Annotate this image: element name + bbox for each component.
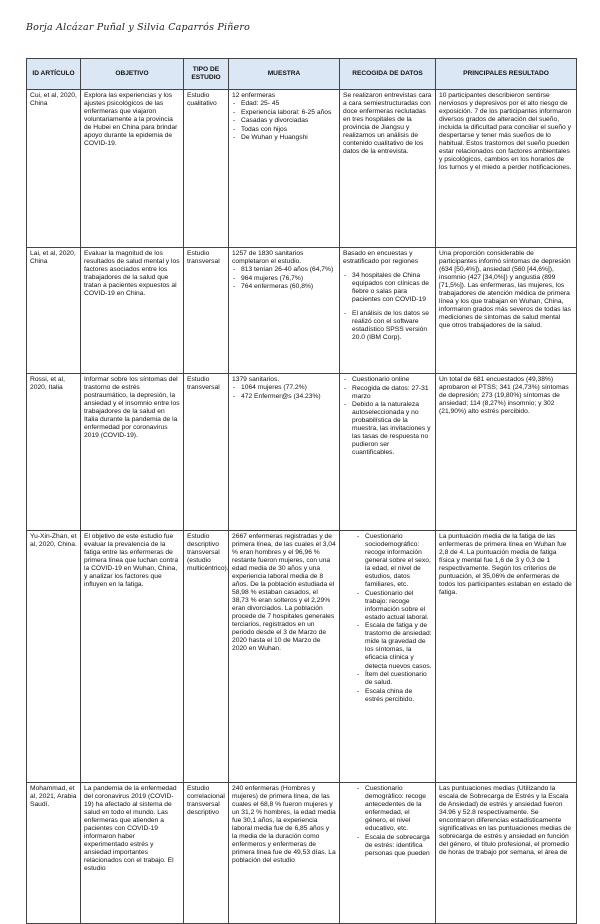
recogida-list (343, 533, 432, 704)
table-row (27, 783, 577, 924)
cell-id: Cui, et al, 2020, China (27, 90, 81, 248)
cell-objetivo (81, 783, 184, 924)
list-item: - Escala de sobrecarga de estrés: identifica personas que pueden (365, 834, 432, 858)
list-item: - Recogida de datos: 27-31 marzo (352, 385, 432, 401)
column-header-resultado: PRINCIPALES RESULTADO (436, 59, 577, 90)
list-item: - Ítem del cuestionario de salud. (365, 671, 432, 687)
cell-resultado: 10 participantes describieron sentirse nerviosos y depresivos por el alto riesgo de exposición. 7 de los participantes informaron diversos grados de alteración del sueño, incluida la dificultad para conciliar el sueño y despertarse y tener más sueños de lo habitual. Estos trastornos del sueño pueden estar relacionados con factores ambientales y psicológicos, cambios en los horarios de los turnos y el miedo a perder notificaciones. (436, 90, 577, 248)
cell-muestra (229, 783, 340, 924)
column-header-id: ID ARTÍCULO (27, 59, 81, 90)
list-item: - El análisis de los datos se realizó con el software estadístico SPSS versión 20.0 (IBM Corp). (352, 310, 432, 342)
cell-id: Mohammad, et al, 2021, Arabia Saudí. (27, 783, 81, 924)
column-header-tipo: TIPO DE ESTUDIO (184, 59, 229, 90)
list-item: - Escala de fatiga y de trastorno de ansiedad: mide la gravedad de los síntomas, la eficacia clínica y detecta nuevos casos. (365, 622, 432, 670)
cell-muestra (229, 248, 340, 374)
table-header-row (27, 59, 577, 90)
list-item: - 472 Enfermer@s (34.23%) (241, 393, 336, 401)
cell-recogida (340, 531, 436, 783)
muestra-intro: 12 enfermeras (232, 92, 276, 99)
muestra-intro: 1379 sanitarios. (232, 376, 280, 383)
list-item: - Casadas y divorciadas (241, 117, 336, 125)
cell-recogida (340, 374, 436, 531)
list-item: - Cuestionario demográfico: recoge antecedentes de la enfermedad, el género, el nivel educativo, etc. (365, 785, 432, 833)
cell-objetivo: El objetivo de este estudio fue evaluar la prevalencia de la fatiga entre las enfermeras de primera línea que luchan contra la COVID-19 en Wuhan, China, y analizar los factores que influyen en la fatiga. (81, 531, 184, 783)
list-item: - 764 enfermeras (60,8%) (241, 283, 336, 291)
cell-text: La pandemia de la enfermedad del coronavirus 2019 (COVID-19) ha afectado al sistema de salud en todo el mundo. Las enfermeras que atienden a pacientes con COVID-19 informaron haber experimentado estrés y ansiedad importantes relacionados con el trabajo. El estudio (84, 785, 177, 873)
list-item: - Cuestionario del trabajo: recoge información sobre el estado actual laboral. (365, 590, 432, 622)
page-header-authors: Borja Alcázar Puñal y Silvia Caparrós Piñero (26, 22, 251, 33)
list-item: - De Wuhan y Huangshi (241, 134, 336, 142)
cell-objetivo: Evaluar la magnitud de los resultados de salud mental y los factores asociados entre los trabajadores de la salud que tratan a pacientes expuestos al COVID-19 en China. (81, 248, 184, 374)
cell-id: Lai, et al, 2020, China (27, 248, 81, 374)
recogida-intro: Basado en encuestas y estratificado por regiones (343, 250, 419, 266)
cell-tipo: Estudio cualitativo (184, 90, 229, 248)
recogida-list (343, 272, 432, 342)
cell-resultado: La puntuación media de la fatiga de las enfermeras de primera línea en Wuhan fue 2,8 de 4. La puntuación media de fatiga física y mental fue 1,6 de 3 y 0,3 de 1 respectivamente. Según los criterios de puntuación, el 35,06% de enfermeras de todos los participantes estaban en estado de fatiga. (436, 531, 577, 783)
cell-id: Rossi, et al, 2020, Italia (27, 374, 81, 531)
table-row (27, 248, 577, 374)
list-item: - Escala china de estrés percibido. (365, 688, 432, 704)
table-row (27, 531, 577, 783)
list-item: - Cuestionario sociodemográfico: recoge información general sobre el sexo, la edad, el nivel de estudios, datos familiares, etc. (365, 533, 432, 589)
cell-resultado: Un total de 681 encuestados (49,38%) aprobaron el PTSS; 341 (24,73%) síntomas de depresión; 273 (19,80%) síntomas de ansiedad; 114 (8,27%) insomnio; y 302 (21,90%) alto estrés percibido. (436, 374, 577, 531)
list-item: - Debido a la naturaleza autoseleccionada y no probabilística de la muestra, las invitaciones y las tasas de respuesta no pudieron ser cuantificables. (352, 401, 432, 457)
muestra-intro: 1257 de 1830 sanitarios completaron el estudio. (232, 250, 304, 266)
cell-id: Yu-Xin-Zhan, et al, 2020, China. (27, 531, 81, 783)
cell-text: Las puntuaciones medias (Utilizando la escala de Sobrecarga de Estrés y la Escala de Ansiedad) de estrés y ansiedad fueron 34.96 y 52.8 respectivamente. Se encontraron diferencias estadísticamente significativas en las puntuaciones medias de sobrecarga de estrés y ansiedad en función del género, el título profesional, el promedio de horas de trabajo por semana, el área de (439, 785, 571, 857)
cell-tipo: Estudio transversal (184, 374, 229, 531)
list-item: - 34 hospitales de China equipados con clínicas de fiebre o salas para pacientes con COVID-19 (352, 272, 432, 304)
cell-list-wrap (343, 785, 432, 858)
muestra-list (232, 384, 336, 401)
cell-objetivo: Informar sobre los síntomas del trastorno de estrés postraumático, la depresión, la ansiedad y el insomnio entre los trabajadores de la salud en Italia durante la pandemia de la enfermedad por coronavirus 2019 (COVID-19). (81, 374, 184, 531)
table-row (27, 90, 577, 248)
list-item: - Todas con hijos (241, 126, 336, 134)
list-item: - Edad: 25- 45 (241, 100, 336, 108)
list-item: - 964 mujeres (76,7%) (241, 275, 336, 283)
cell-resultado: Una proporción considerable de participantes informó síntomas de depresión (634 [50,4%]), ansiedad (560 [44,6%]), insomnio (427 [34,0%]) y angustia (899 [71,5%]). Las enfermeras, las mujeres, los trabajadores de atención médica de primera línea y los que trabajan en Wuhan, China, informaron grados más severos de todas las mediciones de síntomas de salud mental que otros trabajadores de la salud. (436, 248, 577, 374)
cell-resultado (436, 783, 577, 924)
list-item: - 1064 mujeres (77.2%) (241, 384, 336, 392)
cell-recogida (340, 248, 436, 374)
cell-tipo: Estudio transversal (184, 248, 229, 374)
list-item: - Experiencia laboral: 6-25 años (241, 109, 336, 117)
recogida-list (343, 785, 432, 858)
column-header-objetivo: OBJETIVO (81, 59, 184, 90)
cell-tipo: Estudio correlacional transversal descriptivo (184, 783, 229, 924)
column-header-muestra: MUESTRA (229, 59, 340, 90)
list-item: - 813 tenían 26-40 años (64,7%) (241, 266, 336, 274)
recogida-list (343, 376, 432, 457)
cell-muestra: 2667 enfermeras registradas y de primera línea, de las cuales el 3,04 % eran hombres y el 96,96 % restante fueron mujeres, con una edad media de 30 años y una experiencia laboral media de 8 años. De la población estudiada el 58,98 % estaban casados, el 38,73 % eran solteros y el 2,29% eran divorciados. La población procede de 7 hospitales generales terciarios, registrados en un periodo desde el 3 de Marzo de 2020 hasta el 10 de Marzo de 2020 en Wuhan. (229, 531, 340, 783)
table-row (27, 374, 577, 531)
cell-recogida: Se realizaron entrevistas cara a cara semiestructuradas con doce enfermeras reclutadas en tres hospitales de la provincia de Jiangsu y realizamos un análisis de contenido cualitativo de los datos de la entrevista. (340, 90, 436, 248)
cell-muestra (229, 374, 340, 531)
cell-objetivo: Explora las experiencias y los ajustes psicológicos de las enfermeras que viajaron voluntariamente a la provincia de Hubei en China para brindar apoyo durante la epidemia de COVID-19. (81, 90, 184, 248)
cell-muestra (229, 90, 340, 248)
list-item: - Cuestionario online (352, 376, 432, 384)
cell-tipo: Estudio descriptivo transversal (estudio multicéntrico). (184, 531, 229, 783)
column-header-recogida: RECOGIDA DE DATOS (340, 59, 436, 90)
muestra-list (232, 100, 336, 142)
literature-review-table (26, 58, 577, 924)
cell-text: 240 enfermeras (Hombres y mujeres) de primera línea, de las cuales el 68,8 % fueron mujeres y un 31,2 % hombres, la edad media fue 30,1 años, la experiencia laboral media fue de 6,85 años y la media de la duración como enfermeros y enfermeras de primera línea fue de 49,53 días. La población del estudio (232, 785, 336, 865)
cell-recogida (340, 783, 436, 924)
muestra-list (232, 266, 336, 291)
